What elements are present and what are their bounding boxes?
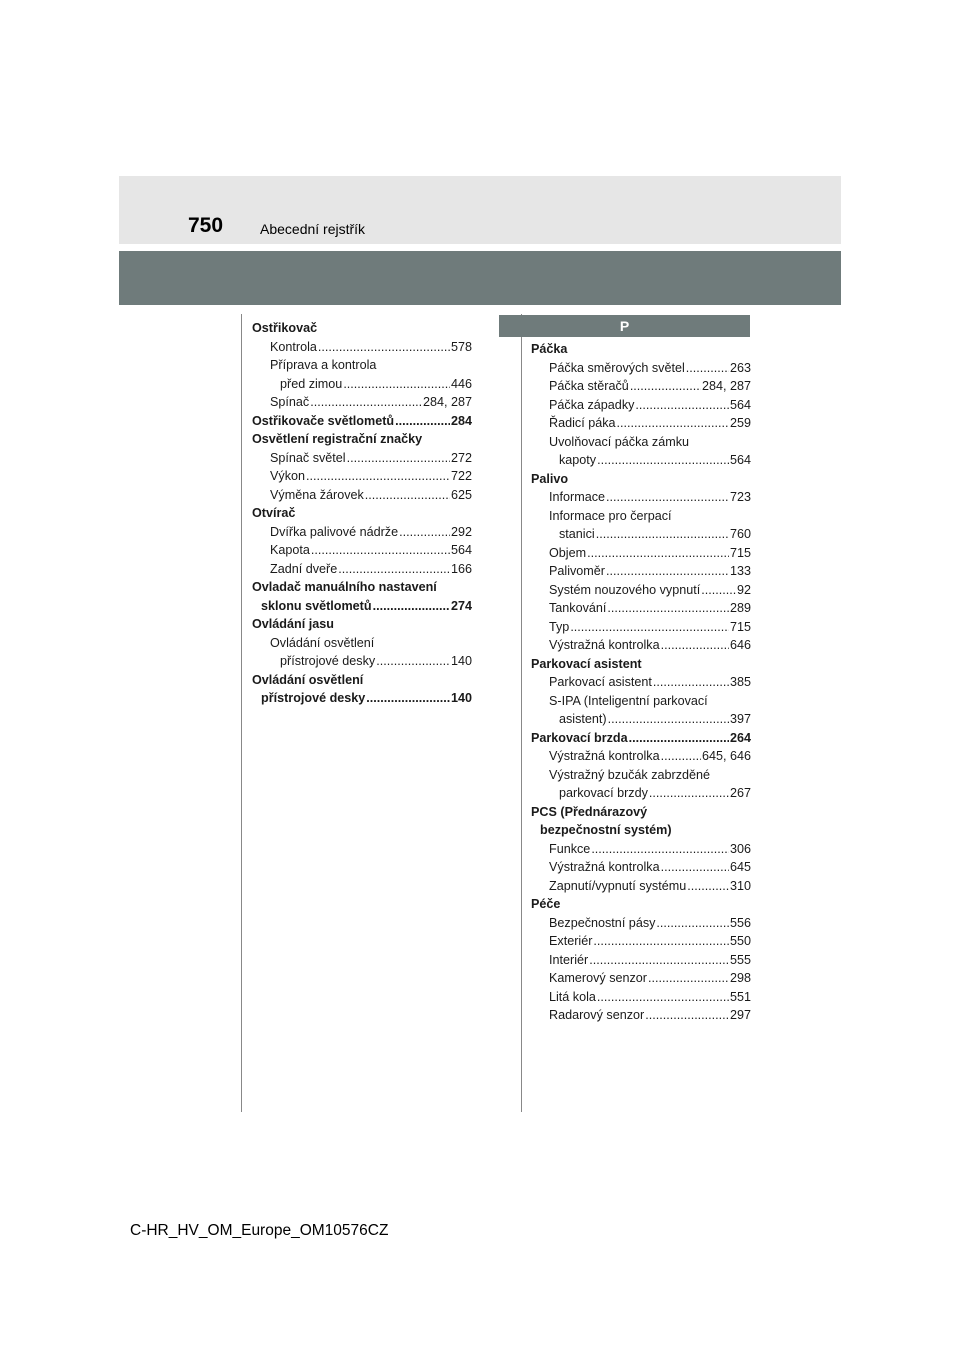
entry-term: stanici (559, 527, 595, 541)
entry-term: Funkce (549, 841, 591, 856)
dot-leader (399, 523, 450, 542)
index-entry (531, 988, 751, 1007)
index-entry (531, 377, 751, 396)
entry-term: Příprava a kontrola (270, 358, 377, 372)
entry-term: Páčka západky (549, 397, 635, 412)
dot-leader (656, 914, 729, 933)
dot-leader (310, 393, 422, 412)
index-column-right (531, 340, 751, 1025)
entry-term: Spínač světel (270, 450, 346, 465)
entry-page: 284, 287 (422, 395, 472, 409)
index-entry (252, 671, 472, 690)
entry-page: 140 (450, 691, 472, 705)
entry-page: 310 (729, 878, 751, 893)
index-entry (531, 636, 751, 655)
index-entry (531, 747, 751, 766)
entry-page: 284 (450, 413, 472, 428)
entry-term: Ostřikovač (252, 321, 318, 335)
index-entry (531, 877, 751, 896)
index-entry (252, 338, 472, 357)
index-entry (252, 430, 472, 449)
dot-leader (617, 414, 729, 433)
entry-term: Výměna žárovek (270, 487, 364, 502)
entry-term: PCS (Přednárazový (531, 804, 648, 819)
entry-page: 564 (729, 453, 751, 467)
index-entry (531, 840, 751, 859)
entry-term: Tankování (549, 601, 607, 615)
dot-leader (649, 784, 729, 803)
index-entry (531, 895, 751, 914)
entry-term: přístrojové desky (280, 654, 376, 668)
entry-page: 284, 287 (701, 379, 751, 393)
section-letter: P (499, 315, 750, 337)
index-entry (531, 858, 751, 877)
page-number: 750 (188, 214, 224, 237)
dot-leader (311, 541, 450, 560)
index-entry (252, 597, 472, 616)
index-entry (252, 375, 472, 394)
index-entry (531, 581, 751, 600)
entry-page: 625 (450, 487, 472, 502)
index-entry (531, 599, 751, 618)
entry-term: parkovací brzdy (559, 786, 648, 800)
entry-page: 722 (450, 469, 472, 483)
index-entry (531, 692, 751, 711)
entry-page: 645 (729, 860, 751, 874)
entry-term: Kapota (270, 543, 310, 557)
index-entry (531, 729, 751, 748)
index-entry (252, 356, 472, 375)
index-entry (531, 766, 751, 785)
dot-leader (596, 525, 729, 544)
index-entry (252, 560, 472, 579)
entry-term: Otvírač (252, 506, 296, 520)
index-entry (531, 1006, 751, 1025)
entry-term: Parkovací asistent (549, 675, 652, 689)
entry-page: 274 (450, 598, 472, 613)
index-entry (252, 486, 472, 505)
entry-page: 760 (729, 527, 751, 541)
entry-page: 272 (450, 450, 472, 465)
index-entry (531, 433, 751, 452)
dot-leader (645, 1006, 729, 1025)
entry-term: Ovládání osvětlení (270, 635, 375, 650)
dot-leader (366, 689, 450, 708)
index-entry (531, 784, 751, 803)
entry-term: bezpečnostní systém) (540, 823, 672, 837)
dot-leader (607, 599, 729, 618)
dot-leader (587, 544, 729, 563)
dot-leader (701, 581, 736, 600)
entry-term: asistent) (559, 712, 607, 726)
dot-leader (606, 562, 729, 581)
dot-leader (648, 969, 729, 988)
index-entry (531, 914, 751, 933)
index-entry (531, 951, 751, 970)
dot-leader (347, 449, 450, 468)
entry-page: 564 (450, 543, 472, 557)
dot-leader (597, 988, 729, 1007)
entry-term: kapoty (559, 453, 597, 467)
entry-term: Osvětlení registrační značky (252, 432, 423, 446)
entry-term: Ovladač manuálního nastavení (252, 580, 437, 594)
entry-page: 292 (450, 524, 472, 539)
entry-term: Interiér (549, 952, 589, 967)
entry-page: 259 (729, 416, 751, 430)
dot-leader (365, 486, 450, 505)
index-entry (531, 396, 751, 415)
entry-term: Páčka stěračů (549, 379, 629, 393)
index-entry (531, 359, 751, 378)
dot-leader (376, 652, 450, 671)
column-divider-middle (521, 314, 522, 1112)
entry-term: Výstražný bzučák zabrzděné (549, 767, 711, 782)
dot-leader (629, 729, 729, 748)
document-code: C-HR_HV_OM_Europe_OM10576CZ (130, 1222, 389, 1239)
entry-term: Ovládání jasu (252, 617, 334, 631)
index-entry (252, 467, 472, 486)
dot-leader (338, 560, 450, 579)
dot-leader (653, 673, 729, 692)
dot-leader (589, 951, 729, 970)
entry-page: 133 (729, 564, 751, 578)
entry-term: Zapnutí/vypnutí systému (549, 878, 687, 893)
entry-term: Kontrola (270, 339, 317, 354)
entry-page: 166 (450, 561, 472, 576)
entry-term: Informace (549, 490, 605, 504)
index-entry (531, 488, 751, 507)
dot-leader (591, 840, 729, 859)
entry-term: sklonu světlometů (261, 598, 372, 613)
dot-leader (661, 636, 729, 655)
index-entry (531, 710, 751, 729)
entry-page: 645, 646 (701, 749, 751, 763)
entry-term: Uvolňovací páčka zámku (549, 434, 689, 449)
entry-page: 578 (450, 339, 472, 354)
entry-term: Palivo (531, 471, 569, 486)
entry-page: 564 (729, 397, 751, 412)
dot-leader (570, 618, 729, 637)
entry-term: Parkovací asistent (531, 656, 642, 671)
entry-page: 555 (729, 952, 751, 967)
index-entry (252, 634, 472, 653)
entry-term: Palivoměr (549, 564, 605, 578)
dot-leader (395, 412, 450, 431)
column-divider-left (241, 314, 242, 1112)
index-entry (252, 504, 472, 523)
entry-term: před zimou (280, 376, 343, 391)
header-band (119, 176, 841, 244)
entry-page: 263 (729, 360, 751, 375)
entry-page: 140 (450, 654, 472, 668)
index-entry (252, 449, 472, 468)
entry-page: 646 (729, 638, 751, 652)
index-entry (531, 562, 751, 581)
entry-term: Výstražná kontrolka (549, 749, 660, 763)
entry-page: 306 (729, 841, 751, 856)
index-entry (531, 544, 751, 563)
entry-term: Systém nouzového vypnutí (549, 582, 701, 597)
entry-term: Výstražná kontrolka (549, 638, 660, 652)
index-entry (531, 507, 751, 526)
entry-term: Výkon (270, 469, 306, 483)
entry-page: 298 (729, 971, 751, 985)
entry-page: 92 (736, 582, 751, 597)
index-entry (252, 578, 472, 597)
index-entry (531, 525, 751, 544)
entry-term: Péče (531, 897, 561, 911)
entry-page: 715 (729, 619, 751, 634)
index-entry (531, 340, 751, 359)
index-entry (252, 615, 472, 634)
index-entry (531, 673, 751, 692)
entry-term: Výstražná kontrolka (549, 860, 660, 874)
index-entry (531, 618, 751, 637)
entry-term: Páčka směrových světel (549, 360, 685, 375)
entry-page: 289 (729, 601, 751, 615)
index-entry (531, 655, 751, 674)
index-entry (531, 470, 751, 489)
entry-page: 715 (729, 545, 751, 560)
entry-term: Bezpečnostní pásy (549, 915, 656, 930)
dot-leader (318, 338, 450, 357)
index-entry (252, 541, 472, 560)
index-entry (531, 969, 751, 988)
dot-leader (687, 877, 729, 896)
entry-term: Řadicí páka (549, 416, 616, 430)
dot-leader (606, 488, 729, 507)
entry-term: Spínač (270, 395, 310, 409)
dot-leader (661, 747, 701, 766)
entry-page: 264 (729, 730, 751, 745)
entry-page: 385 (729, 675, 751, 689)
entry-term: Ovládání osvětlení (252, 672, 364, 687)
entry-page: 551 (729, 989, 751, 1004)
index-entry (531, 932, 751, 951)
dot-leader (373, 597, 450, 616)
entry-term: S-IPA (Inteligentní parkovací (549, 693, 708, 708)
entry-term: přístrojové desky (261, 691, 366, 705)
entry-term: Typ (549, 619, 570, 634)
page-title: Abecední rejstřík (260, 221, 366, 237)
index-entry (531, 803, 751, 822)
dot-leader (306, 467, 450, 486)
index-entry (252, 652, 472, 671)
index-entry (252, 319, 472, 338)
entry-term: Informace pro čerpací (549, 508, 672, 523)
dot-leader (593, 932, 729, 951)
entry-page: 723 (729, 490, 751, 504)
header-bar (119, 251, 841, 305)
index-entry (531, 451, 751, 470)
dot-leader (597, 451, 729, 470)
entry-term: Radarový senzor (549, 1008, 645, 1022)
entry-page: 550 (729, 934, 751, 948)
entry-term: Páčka (531, 342, 568, 356)
entry-page: 556 (729, 915, 751, 930)
entry-page: 267 (729, 786, 751, 800)
entry-term: Exteriér (549, 934, 593, 948)
entry-term: Litá kola (549, 989, 596, 1004)
entry-term: Kamerový senzor (549, 971, 647, 985)
dot-leader (630, 377, 701, 396)
dot-leader (686, 359, 729, 378)
index-entry (252, 523, 472, 542)
index-entry (252, 412, 472, 431)
dot-leader (661, 858, 729, 877)
entry-term: Zadní dveře (270, 561, 338, 576)
dot-leader (635, 396, 729, 415)
index-entry (531, 821, 751, 840)
entry-term: Parkovací brzda (531, 730, 628, 745)
index-entry (531, 414, 751, 433)
entry-page: 397 (729, 712, 751, 726)
entry-term: Ostřikovače světlometů (252, 413, 395, 428)
dot-leader (608, 710, 729, 729)
entry-page: 297 (729, 1008, 751, 1022)
index-column-left (252, 319, 472, 708)
index-entry (252, 393, 472, 412)
dot-leader (343, 375, 450, 394)
index-entry (252, 689, 472, 708)
entry-term: Objem (549, 545, 587, 560)
entry-term: Dvířka palivové nádrže (270, 524, 399, 539)
entry-page: 446 (450, 376, 472, 391)
